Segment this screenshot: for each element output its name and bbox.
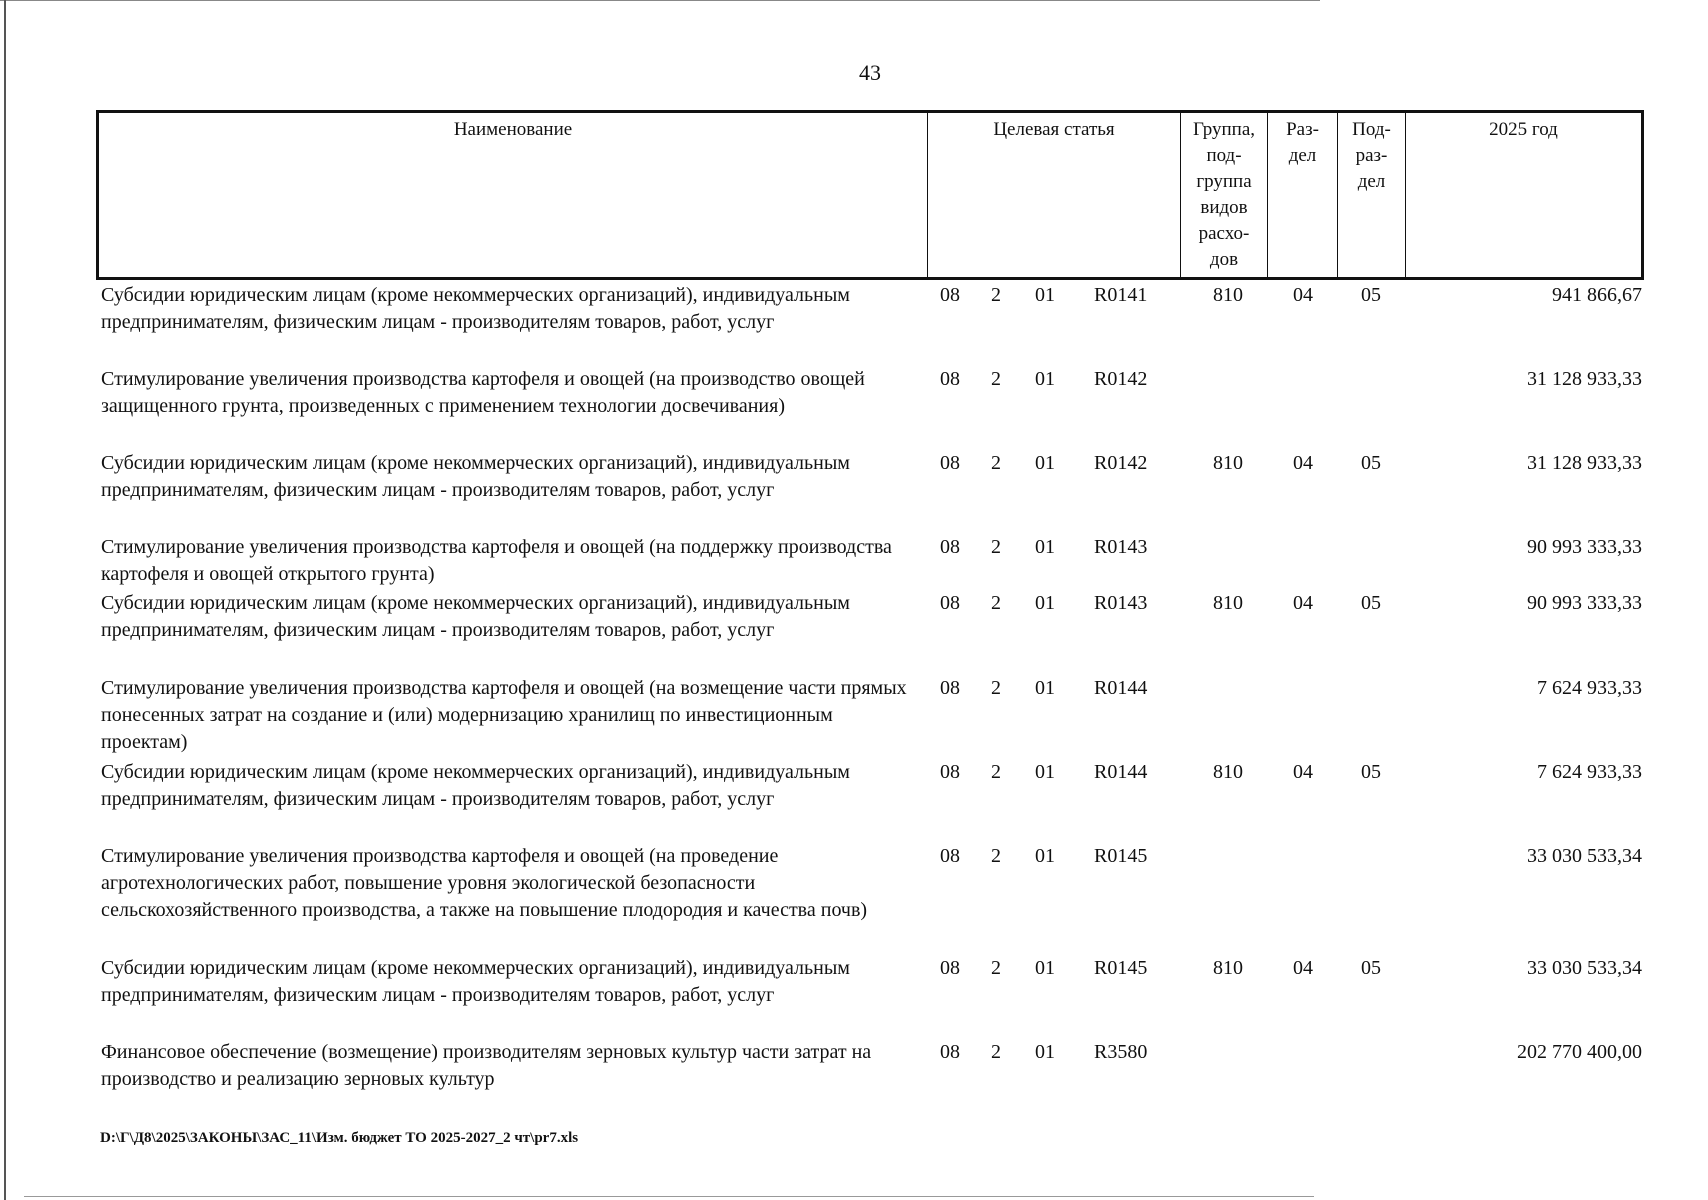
row-amount: 31 128 933,33: [1527, 452, 1642, 474]
row-code-event: 01: [1035, 592, 1055, 614]
header-subsection-line: Под-: [1352, 119, 1391, 140]
header-year: [1406, 113, 1641, 277]
row-code-event: 01: [1035, 1041, 1055, 1063]
row-name: Стимулирование увеличения производства картофеля и овощей (на поддержку производства картофеля и овощей открытого грунта): [101, 536, 892, 585]
row-code-subprogram: 2: [991, 957, 1001, 979]
row-code-event: 01: [1035, 452, 1055, 474]
row-section: 04: [1293, 452, 1313, 474]
row-name: Субсидии юридическим лицам (кроме некоммерческих организаций), индивидуальным предпринимателям, физическим лицам - производителям товаров, работ, услуг: [101, 452, 850, 501]
header-group-line: видов: [1200, 197, 1248, 218]
row-name: Финансовое обеспечение (возмещение) производителям зерновых культур части затрат на производство и реализацию зерновых культур: [101, 1041, 872, 1090]
row-code-event: 01: [1035, 957, 1055, 979]
row-code-event: 01: [1035, 284, 1055, 306]
row-expense-group: 810: [1213, 592, 1243, 614]
header-name-label: Наименование: [453, 119, 573, 140]
row-code-program: 08: [940, 592, 960, 614]
page-number: 43: [859, 60, 881, 85]
row-code-direction: R0145: [1094, 957, 1148, 979]
scan-border-left: [4, 0, 6, 1200]
row-amount: 202 770 400,00: [1517, 1041, 1642, 1063]
row-section: 04: [1293, 957, 1313, 979]
row-code-direction: R3580: [1094, 1041, 1148, 1063]
header-section: [1268, 113, 1338, 277]
row-code-program: 08: [940, 284, 960, 306]
header-section-line: дел: [1288, 145, 1317, 166]
row-code-direction: R0144: [1094, 677, 1148, 699]
header-expense-group: [1181, 113, 1268, 277]
row-subsection: 05: [1361, 452, 1381, 474]
row-amount: 90 993 333,33: [1527, 536, 1642, 558]
scan-border-bottom: [24, 1196, 1314, 1197]
row-code-event: 01: [1035, 368, 1055, 390]
header-section-line: Раз-: [1286, 119, 1319, 140]
row-code-subprogram: 2: [991, 677, 1001, 699]
row-expense-group: 810: [1213, 957, 1243, 979]
row-code-subprogram: 2: [991, 536, 1001, 558]
row-name: Субсидии юридическим лицам (кроме некоммерческих организаций), индивидуальным предпринимателям, физическим лицам - производителям товаров, работ, услуг: [101, 957, 850, 1006]
row-code-direction: R0142: [1094, 368, 1148, 390]
row-name: Субсидии юридическим лицам (кроме некоммерческих организаций), индивидуальным предпринимателям, физическим лицам - производителям товаров, работ, услуг: [101, 761, 850, 810]
row-code-program: 08: [940, 957, 960, 979]
row-expense-group: 810: [1213, 284, 1243, 306]
row-code-program: 08: [940, 452, 960, 474]
row-section: 04: [1293, 761, 1313, 783]
row-code-subprogram: 2: [991, 368, 1001, 390]
row-code-program: 08: [940, 761, 960, 783]
row-expense-group: 810: [1213, 452, 1243, 474]
row-name: Стимулирование увеличения производства картофеля и овощей (на возмещение части прямых понесенных затрат на создание и (или) модернизацию хранилищ по инвестиционным проектам): [101, 677, 907, 753]
row-code-program: 08: [940, 677, 960, 699]
header-name: [99, 113, 928, 277]
row-code-event: 01: [1035, 677, 1055, 699]
table-header: [96, 110, 1644, 280]
row-code-event: 01: [1035, 845, 1055, 867]
row-subsection: 05: [1361, 284, 1381, 306]
header-target-article: [928, 113, 1181, 277]
header-target-article-label: Целевая статья: [993, 119, 1115, 140]
header-year-label: 2025 год: [1489, 119, 1558, 140]
row-code-subprogram: 2: [991, 845, 1001, 867]
row-amount: 941 866,67: [1552, 284, 1642, 306]
row-code-program: 08: [940, 368, 960, 390]
row-code-subprogram: 2: [991, 761, 1001, 783]
header-group-line: Группа,: [1192, 119, 1256, 140]
row-subsection: 05: [1361, 592, 1381, 614]
row-code-direction: R0143: [1094, 536, 1148, 558]
row-code-direction: R0142: [1094, 452, 1148, 474]
row-amount: 7 624 933,33: [1537, 761, 1642, 783]
row-code-program: 08: [940, 1041, 960, 1063]
row-code-subprogram: 2: [991, 452, 1001, 474]
row-code-program: 08: [940, 845, 960, 867]
row-name: Стимулирование увеличения производства картофеля и овощей (на проведение агротехнологических работ, повышение уровня экологической безопасности сельскохозяйственного производства, а также на повышение плодородия и качества почв): [101, 845, 868, 921]
row-code-direction: R0145: [1094, 845, 1148, 867]
row-code-direction: R0141: [1094, 284, 1148, 306]
row-amount: 90 993 333,33: [1527, 592, 1642, 614]
row-code-subprogram: 2: [991, 1041, 1001, 1063]
row-code-direction: R0144: [1094, 761, 1148, 783]
row-expense-group: 810: [1213, 761, 1243, 783]
row-amount: 31 128 933,33: [1527, 368, 1642, 390]
row-subsection: 05: [1361, 957, 1381, 979]
row-name: Субсидии юридическим лицам (кроме некоммерческих организаций), индивидуальным предпринимателям, физическим лицам - производителям товаров, работ, услуг: [101, 284, 850, 333]
row-section: 04: [1293, 592, 1313, 614]
row-subsection: 05: [1361, 761, 1381, 783]
row-name: Субсидии юридическим лицам (кроме некоммерческих организаций), индивидуальным предпринимателям, физическим лицам - производителям товаров, работ, услуг: [101, 592, 850, 641]
scan-border-top: [0, 0, 1320, 1]
header-subsection-line: дел: [1357, 171, 1386, 192]
row-code-subprogram: 2: [991, 284, 1001, 306]
row-code-event: 01: [1035, 761, 1055, 783]
row-code-direction: R0143: [1094, 592, 1148, 614]
row-code-program: 08: [940, 536, 960, 558]
header-group-line: под-: [1206, 145, 1242, 166]
header-group-line: дов: [1209, 249, 1239, 270]
row-code-event: 01: [1035, 536, 1055, 558]
row-name: Стимулирование увеличения производства картофеля и овощей (на производство овощей защищенного грунта, произведенных с применением технологии досвечивания): [101, 368, 865, 417]
row-amount: 33 030 533,34: [1527, 845, 1642, 867]
row-section: 04: [1293, 284, 1313, 306]
header-group-line: группа: [1196, 171, 1252, 192]
header-group-line: расхо-: [1198, 223, 1250, 244]
header-subsection: [1338, 113, 1406, 277]
footer-file-path: D:\Г\Д8\2025\ЗАКОНЫ\ЗАС_11\Изм. бюджет ТО 2025-2027_2 чт\pr7.xls: [100, 1130, 579, 1146]
row-code-subprogram: 2: [991, 592, 1001, 614]
header-subsection-line: раз-: [1355, 145, 1388, 166]
row-amount: 7 624 933,33: [1537, 677, 1642, 699]
row-amount: 33 030 533,34: [1527, 957, 1642, 979]
